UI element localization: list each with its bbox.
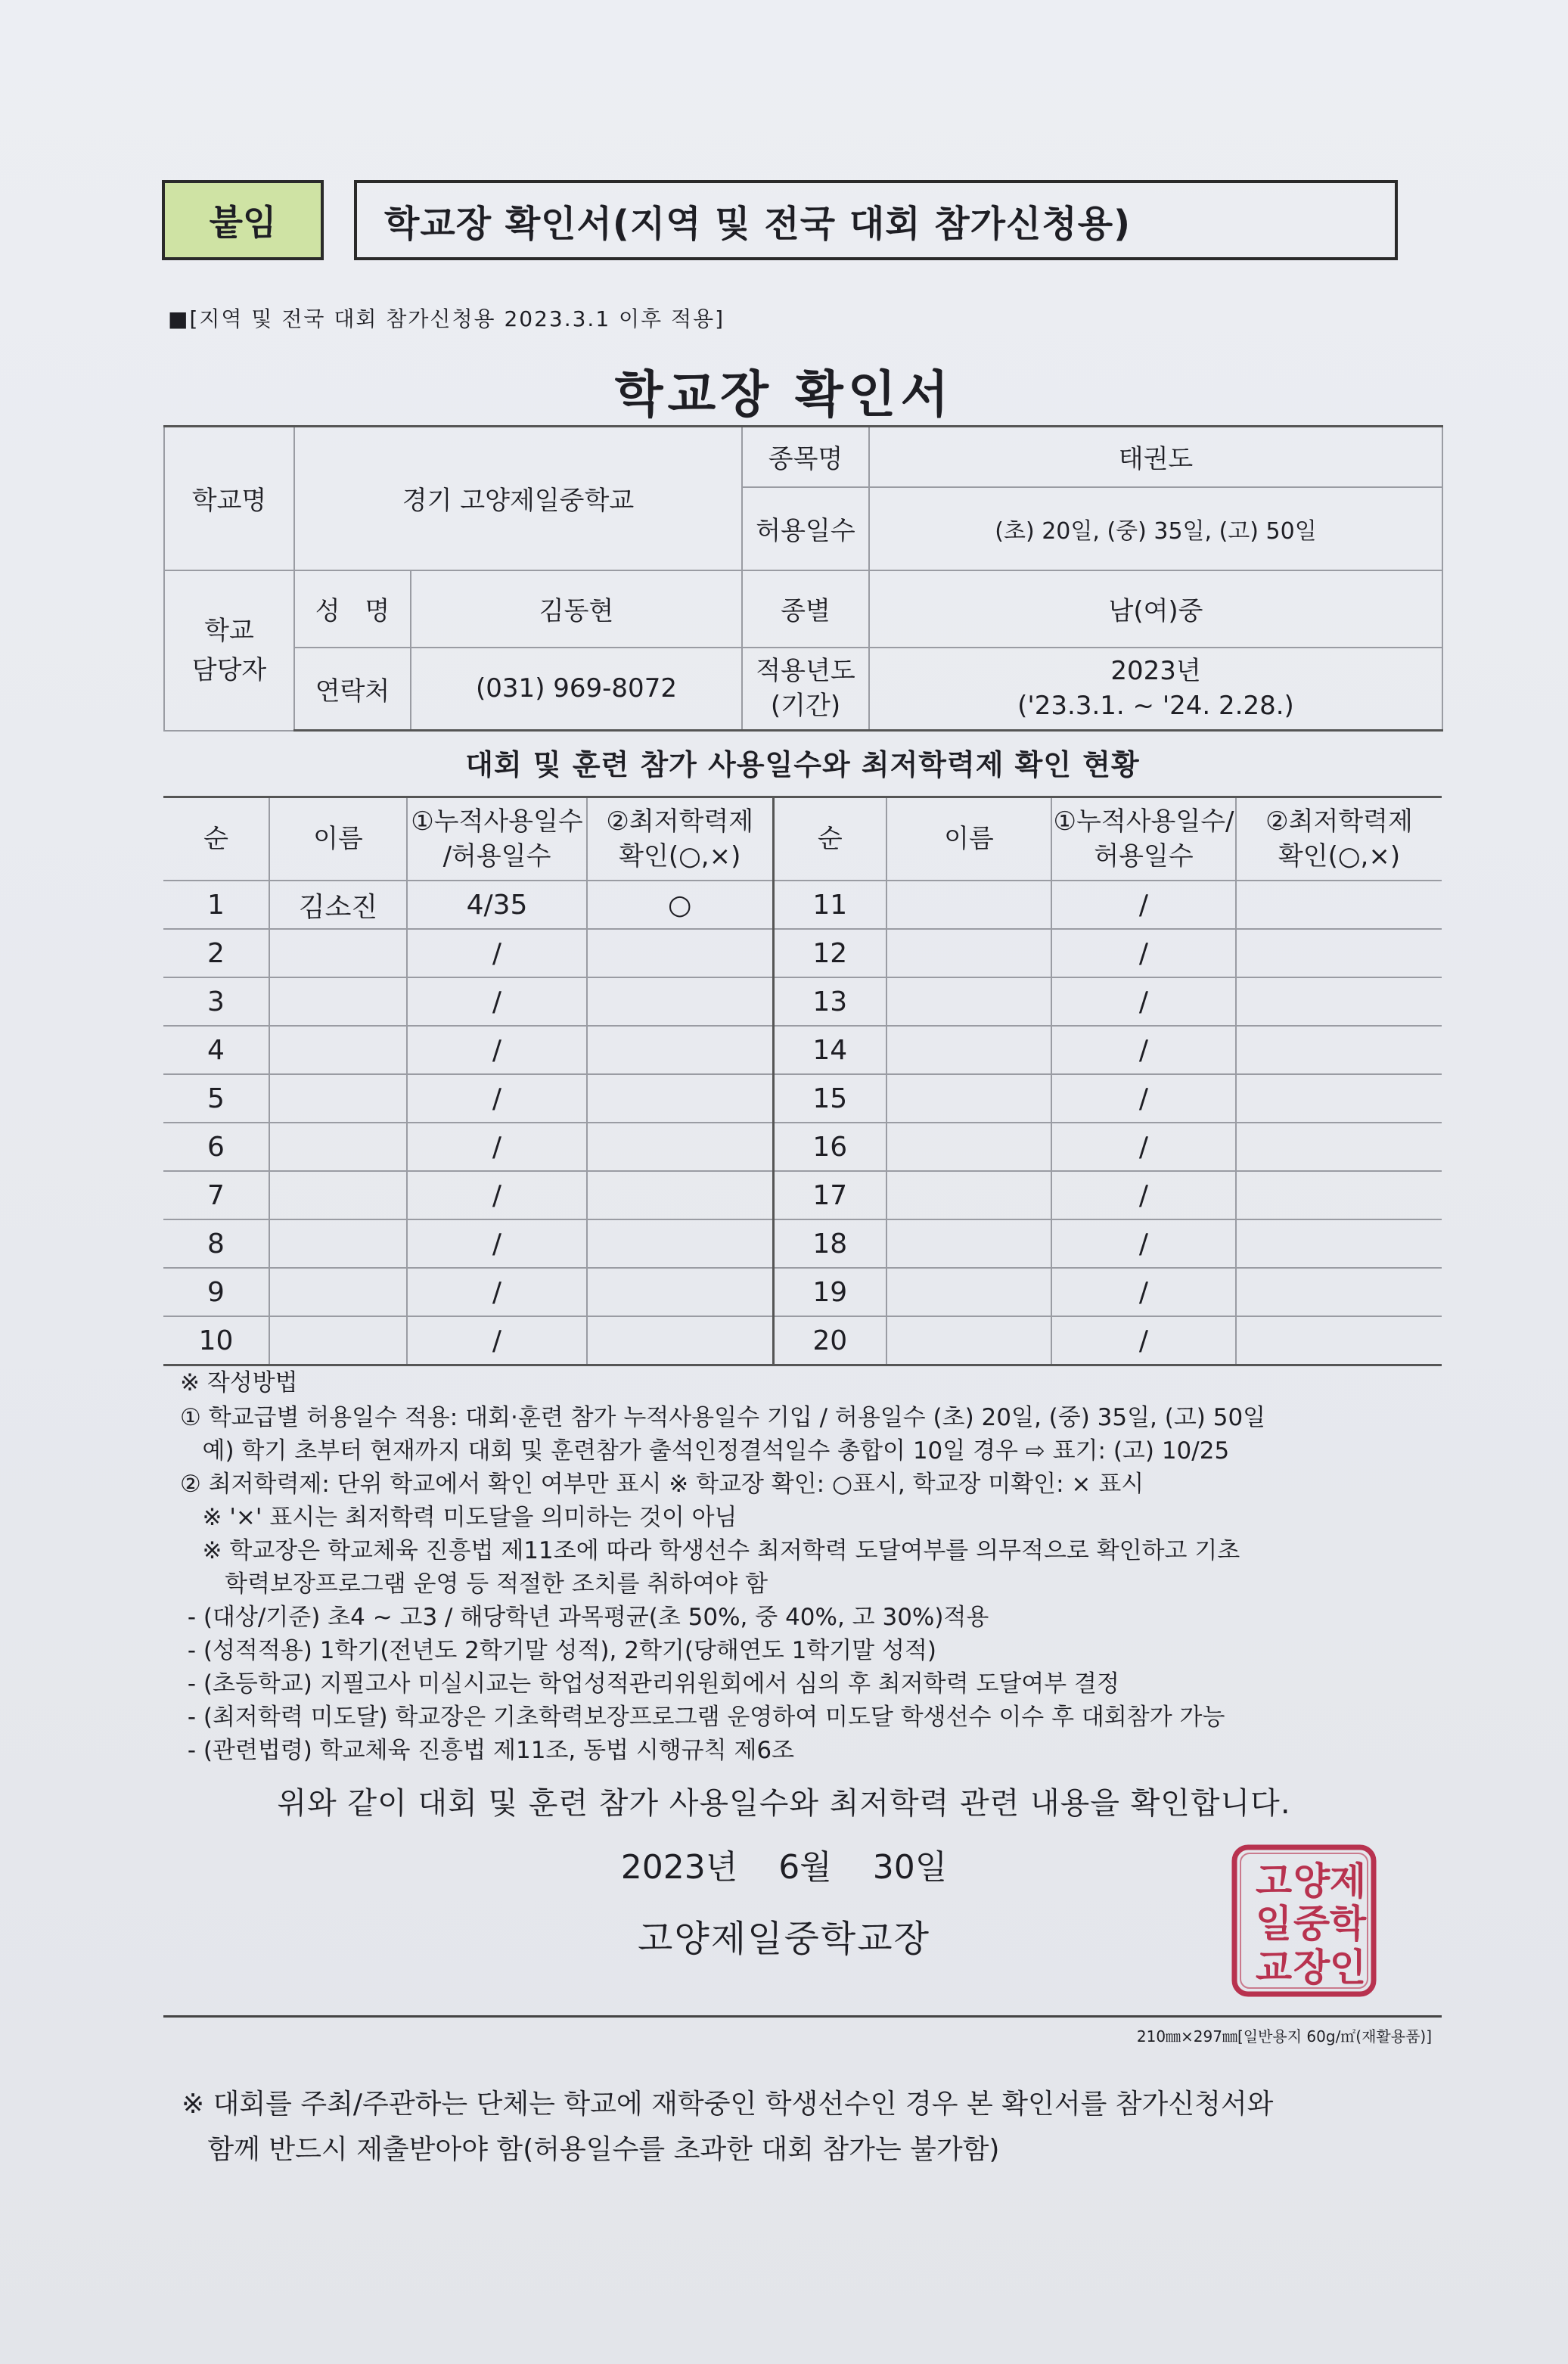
row-days-right: /: [1051, 881, 1236, 929]
footer-note: [182, 2082, 1273, 2173]
name-label: 성 명: [294, 570, 411, 648]
name-value: 김동현: [411, 570, 742, 648]
row-no-right: 17: [773, 1171, 886, 1219]
row-name: [269, 929, 407, 977]
row-no-right: 20: [773, 1316, 886, 1365]
header-academic-right-line1: ②최저학력제: [1265, 806, 1413, 837]
table-row: [163, 1171, 1442, 1219]
row-name: [269, 1219, 407, 1268]
svg-text:장: 장: [1293, 1945, 1330, 1990]
row-name-right: [886, 881, 1051, 929]
row-name-right: [886, 1026, 1051, 1074]
year-value-line2: ('23.3.1. ~ '24. 2.28.): [1017, 691, 1294, 722]
school-value: 경기 고양제일중학교: [294, 427, 742, 570]
official-seal-icon: [1230, 1843, 1378, 1999]
attachment-tag-label: 붙임: [209, 202, 277, 243]
row-check: [587, 1316, 773, 1365]
row-name-right: [886, 1123, 1051, 1171]
header-days-right-line1: ①누적사용일수/: [1053, 806, 1234, 837]
manager-label: [164, 570, 294, 731]
table-row: [163, 1268, 1442, 1316]
event-label: 종목명: [742, 427, 869, 487]
row-name-right: [886, 1074, 1051, 1123]
row-no-right: 13: [773, 977, 886, 1026]
row-no-right: 19: [773, 1268, 886, 1316]
svg-text:고: 고: [1255, 1859, 1293, 1903]
header-no: 순: [163, 797, 269, 881]
header-days-line2: /허용일수: [442, 841, 551, 871]
row-days: /: [407, 1074, 587, 1123]
instruction-line: ① 학교급별 허용일수 적용: 대회·훈련 참가 누적사용일수 기입 / 허용일수 (초) 20일, (중) 35일, (고) 50일: [180, 1404, 1266, 1431]
header-days-right-line2: 허용일수: [1094, 841, 1194, 871]
contact-label: 연락처: [294, 648, 411, 731]
row-name: 김소진: [269, 881, 407, 929]
allowed-days-label: 허용일수: [742, 487, 869, 570]
participant-table: [163, 796, 1442, 1366]
form-title: 학교장 확인서(지역 및 전국 대회 참가신청용): [384, 202, 1132, 245]
year-value-line1: 2023년: [1110, 656, 1201, 687]
header-no-right: 순: [773, 797, 886, 881]
row-days: /: [407, 977, 587, 1026]
row-no: 10: [163, 1316, 269, 1365]
instruction-line: ※ '×' 표시는 최저학력 미도달을 의미하는 것이 아님: [180, 1504, 737, 1531]
row-days-right: /: [1051, 1268, 1236, 1316]
svg-text:교: 교: [1255, 1945, 1293, 1990]
row-check: [587, 1026, 773, 1074]
info-table: [163, 425, 1443, 732]
row-check-right: [1236, 881, 1442, 929]
table-row: [163, 881, 1442, 929]
header-days: [407, 797, 587, 881]
year-label-line1: 적용년도: [756, 656, 855, 687]
header-name: 이름: [269, 797, 407, 881]
contact-value: (031) 969-8072: [411, 648, 742, 731]
row-name-right: [886, 1268, 1051, 1316]
instruction-line: - (성적적용) 1학기(전년도 2학기말 성적), 2학기(당해연도 1학기말 성적): [180, 1637, 936, 1664]
instruction-line: ※ 학교장은 학교체육 진흥법 제11조에 따라 학생선수 최저학력 도달여부를 의무적으로 확인하고 기초: [180, 1537, 1240, 1564]
row-name: [269, 1171, 407, 1219]
row-check-right: [1236, 1316, 1442, 1365]
row-no-right: 11: [773, 881, 886, 929]
row-name: [269, 1316, 407, 1365]
year-label-line2: (기간): [770, 691, 841, 722]
row-days: 4/35: [407, 881, 587, 929]
row-check: ○: [587, 881, 773, 929]
footer-line: ※ 대회를 주최/주관하는 단체는 학교에 재학중인 학생선수인 경우 본 확인서를 참가신청서와: [182, 2089, 1274, 2120]
row-check-right: [1236, 1026, 1442, 1074]
row-days: /: [407, 1219, 587, 1268]
row-no-right: 18: [773, 1219, 886, 1268]
svg-text:일: 일: [1255, 1901, 1293, 1946]
row-name: [269, 977, 407, 1026]
event-value: 태권도: [869, 427, 1442, 487]
manager-label-line1: 학교: [204, 615, 254, 646]
row-days: /: [407, 1026, 587, 1074]
row-check: [587, 1171, 773, 1219]
instruction-line: 예) 학기 초부터 현재까지 대회 및 훈련참가 출석인정결석일수 총합이 10일 경우 ⇨ 표기: (고) 10/25: [180, 1437, 1230, 1465]
row-days-right: /: [1051, 1316, 1236, 1365]
row-name-right: [886, 1171, 1051, 1219]
table-header-row: [163, 797, 1442, 881]
row-no: 6: [163, 1123, 269, 1171]
row-days-right: /: [1051, 1171, 1236, 1219]
row-check: [587, 1219, 773, 1268]
row-check-right: [1236, 1123, 1442, 1171]
row-name-right: [886, 1316, 1051, 1365]
row-check: [587, 1123, 773, 1171]
row-check: [587, 1268, 773, 1316]
table-row: [163, 1123, 1442, 1171]
table-row: [163, 1316, 1442, 1365]
row-check: [587, 929, 773, 977]
attachment-tag: [162, 180, 324, 260]
row-check: [587, 977, 773, 1026]
row-check-right: [1236, 977, 1442, 1026]
row-days: /: [407, 1171, 587, 1219]
instruction-line: 학력보장프로그램 운영 등 적절한 조치를 취하여야 함: [180, 1570, 768, 1598]
row-no: 5: [163, 1074, 269, 1123]
manager-label-line2: 담당자: [191, 654, 267, 685]
gender-value: 남(여)중: [869, 570, 1442, 648]
row-name-right: [886, 929, 1051, 977]
row-no: 1: [163, 881, 269, 929]
row-no: 9: [163, 1268, 269, 1316]
instruction-line: - (최저학력 미도달) 학교장은 기초학력보장프로그램 운영하여 미도달 학생선수 이수 후 대회참가 가능: [180, 1704, 1225, 1731]
allowed-days-value: (초) 20일, (중) 35일, (고) 50일: [869, 487, 1442, 570]
instruction-line: - (대상/기준) 초4 ~ 고3 / 해당학년 과목평균(초 50%, 중 40%, 고 30%)적용: [180, 1604, 989, 1631]
paper-spec: 210㎜×297㎜[일반용지 60g/㎡(재활용품)]: [1136, 2027, 1432, 2046]
header-days-right: [1051, 797, 1236, 881]
row-check: [587, 1074, 773, 1123]
row-no-right: 15: [773, 1074, 886, 1123]
row-no: 8: [163, 1219, 269, 1268]
gender-label: 종별: [742, 570, 869, 648]
svg-text:양: 양: [1293, 1859, 1330, 1903]
school-label: 학교명: [164, 427, 294, 570]
header-days-line1: ①누적사용일수: [411, 806, 583, 837]
row-name-right: [886, 977, 1051, 1026]
row-days-right: /: [1051, 1026, 1236, 1074]
table-row: [163, 929, 1442, 977]
row-check-right: [1236, 1268, 1442, 1316]
section-title: 대회 및 훈련 참가 사용일수와 최저학력제 확인 현황: [465, 748, 1140, 781]
form-title-box: [354, 180, 1398, 260]
row-no-right: 12: [773, 929, 886, 977]
row-days-right: /: [1051, 929, 1236, 977]
row-no-right: 14: [773, 1026, 886, 1074]
row-name-right: [886, 1219, 1051, 1268]
svg-text:학: 학: [1329, 1901, 1367, 1946]
row-days-right: /: [1051, 1123, 1236, 1171]
header-academic: [587, 797, 773, 881]
svg-text:인: 인: [1329, 1945, 1367, 1990]
instructions-heading: ※ 작성방법: [180, 1369, 298, 1396]
year-value: [869, 648, 1442, 731]
row-days-right: /: [1051, 1074, 1236, 1123]
table-row: [163, 1026, 1442, 1074]
svg-text:제: 제: [1329, 1859, 1367, 1903]
footer-line: 함께 반드시 제출받아야 함(허용일수를 초과한 대회 참가는 불가함): [182, 2134, 1000, 2165]
row-days-right: /: [1051, 977, 1236, 1026]
issue-date: 2023년 6월 30일: [620, 1848, 948, 1887]
instruction-line: ② 최저학력제: 단위 학교에서 확인 여부만 표시 ※ 학교장 확인: ○표시, 학교장 미확인: × 표시: [180, 1471, 1144, 1498]
header-academic-right: [1236, 797, 1442, 881]
row-name: [269, 1268, 407, 1316]
row-check-right: [1236, 1074, 1442, 1123]
svg-text:중: 중: [1293, 1901, 1330, 1946]
row-no: 4: [163, 1026, 269, 1074]
row-days: /: [407, 929, 587, 977]
row-days: /: [407, 1268, 587, 1316]
confirmation-statement: 위와 같이 대회 및 훈련 참가 사용일수와 최저학력 관련 내용을 확인합니다.: [277, 1786, 1291, 1821]
bottom-divider: [163, 2015, 1442, 2018]
header-academic-line1: ②최저학력제: [606, 806, 754, 837]
school-head-name: 고양제일중학교장: [638, 1918, 930, 1960]
header-academic-right-line2: 확인(○,×): [1278, 841, 1401, 871]
row-name: [269, 1026, 407, 1074]
row-days-right: /: [1051, 1219, 1236, 1268]
header-name-right: 이름: [886, 797, 1051, 881]
row-check-right: [1236, 1219, 1442, 1268]
row-check-right: [1236, 929, 1442, 977]
row-days: /: [407, 1316, 587, 1365]
row-no: 7: [163, 1171, 269, 1219]
instruction-line: - (관련법령) 학교체육 진흥법 제11조, 동법 시행규칙 제6조: [180, 1737, 795, 1764]
row-check-right: [1236, 1171, 1442, 1219]
instruction-line: - (초등학교) 지필고사 미실시교는 학업성적관리위원회에서 심의 후 최저학력 도달여부 결정: [180, 1670, 1119, 1698]
document-title: 학교장 확인서: [614, 365, 954, 424]
header-academic-line2: 확인(○,×): [619, 841, 741, 871]
row-days: /: [407, 1123, 587, 1171]
row-no-right: 16: [773, 1123, 886, 1171]
row-name: [269, 1074, 407, 1123]
table-row: [163, 1074, 1442, 1123]
applicability-notice: ■[지역 및 전국 대회 참가신청용 2023.3.1 이후 적용]: [168, 306, 725, 331]
row-no: 3: [163, 977, 269, 1026]
table-row: [163, 1219, 1442, 1268]
row-name: [269, 1123, 407, 1171]
year-label: [742, 648, 869, 731]
table-row: [163, 977, 1442, 1026]
row-no: 2: [163, 929, 269, 977]
